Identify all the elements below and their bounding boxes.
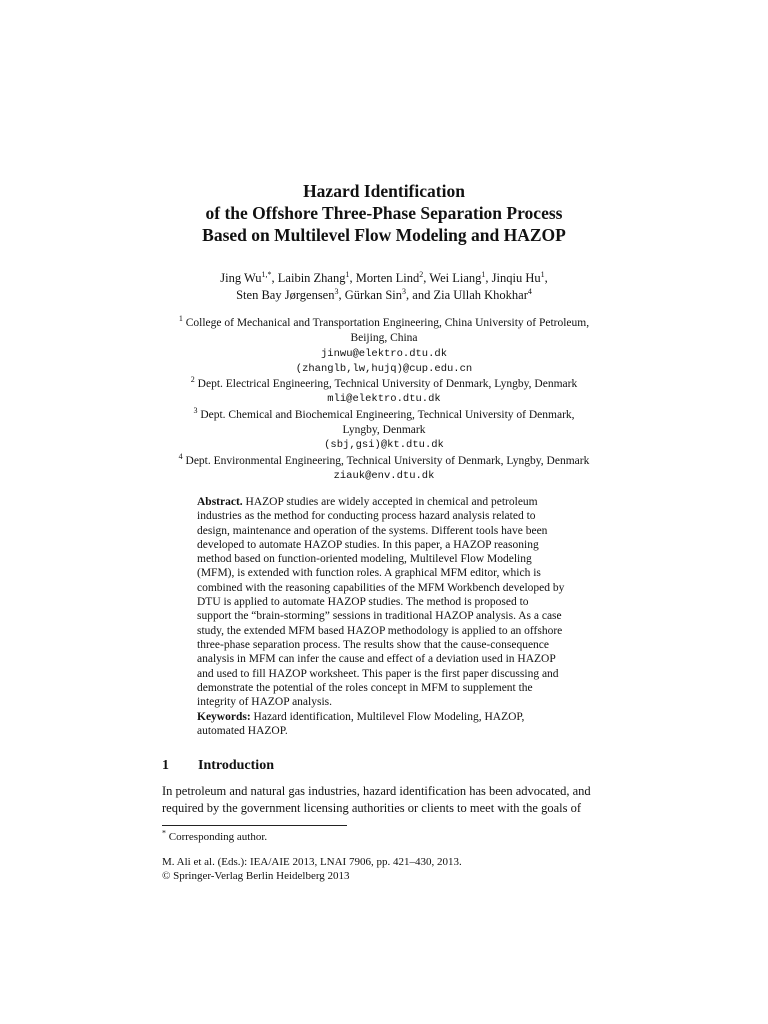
abstract-line: developed to automate HAZOP studies. In this paper, a HAZOP reasoning [197,538,539,551]
affiliation-3-line-2: Lyngby, Denmark [342,424,426,437]
keywords-text: Hazard identification, Multilevel Flow Modeling, HAZOP, [253,711,525,723]
email-link[interactable]: (sbj,gsi)@kt.dtu.dk [324,439,444,452]
author-name: , and Zia Ullah Khokhar [406,288,528,302]
title-line-3: Based on Multilevel Flow Modeling and HAZOP [202,225,566,245]
title-line-1: Hazard Identification [303,181,465,201]
abstract-line: analysis in MFM can infer the cause and effect of a deviation used in HAZOP [197,653,556,666]
copyright-line: © Springer-Verlag Berlin Heidelberg 2013 [162,870,350,882]
section-number: 1 [162,758,169,773]
abstract-label: Abstract. [197,496,243,508]
author-separator: , [544,271,548,285]
affiliation-sup: 1 [178,314,183,324]
author-list [0,270,768,304]
keywords-label: Keywords: [197,711,251,723]
abstract-line: and used to fill HAZOP worksheet. This paper is the first paper discussing and [197,667,559,680]
author-line-1 [0,270,768,287]
abstract-line: method based on function-oriented modeling, Multilevel Flow Modeling [197,553,532,566]
title-line-2: of the Offshore Three-Phase Separation Process [205,203,563,223]
email-link[interactable]: ziauk@env.dtu.dk [333,469,435,482]
affiliation-sup: 4 [178,451,183,461]
author-name: , Morten Lind [349,271,420,285]
author-name: , Jinqiu Hu [485,271,541,285]
abstract-line: integrity of HAZOP analysis. [197,696,333,709]
affiliation-sup: 2 [190,375,195,385]
author-affiliation-sup: 1 [481,269,486,279]
affiliation-text: Dept. Environmental Engineering, Technical University of Denmark, Lyngby, Denmark [185,454,590,467]
abstract-line: three-phase separation process. The results show that the cause-consequence [197,638,550,651]
footnote [162,830,267,844]
body-line: required by the government licensing authorities or clients to meet with the goals of [162,801,581,815]
affiliation-4 [0,451,768,469]
abstract-line: (MFM), is extended with function roles. A graphical MFM editor, which is [197,567,541,580]
author-name: Jing Wu [220,271,262,285]
citation-line: M. Ali et al. (Eds.): IEA/AIE 2013, LNAI 7906, pp. 421–430, 2013. [162,856,462,868]
author-affiliation-sup: 1 [345,269,350,279]
author-affiliation-sup: 1 [540,269,545,279]
affiliation-3-line-1 [0,405,768,423]
abstract [197,495,572,709]
affiliation-1-line-2: Beijing, China [350,332,418,345]
keywords-line-1 [197,710,572,724]
author-affiliation-sup: 3 [402,286,407,296]
affiliation-text: Dept. Chemical and Biochemical Engineering, Technical University of Denmark, [200,408,575,421]
body-line: In petroleum and natural gas industries, hazard identification has been advocated, and [162,784,591,798]
publication-info [162,855,462,883]
author-line-2 [0,287,768,304]
keywords [197,710,572,739]
abstract-line: design, maintenance and operation of the systems. Different tools have been [197,524,548,537]
affiliation-1-line-1 [0,316,768,331]
abstract-line: combined with the reasoning capabilities of the MFM Workbench developed by [197,581,565,594]
author-name: Sten Bay Jørgensen [236,288,335,302]
abstract-line: support the “brain-storming” sessions in traditional HAZOP analysis. As a case [197,610,562,623]
section-heading [162,757,274,775]
email-link[interactable]: jinwu@elektro.dtu.dk [320,347,448,360]
section-title: Introduction [198,758,274,773]
affiliation-sup: 3 [193,405,198,415]
affiliations [0,316,768,484]
abstract-line: demonstrate the potential of the roles concept in MFM to supplement the [197,681,533,694]
author-affiliation-sup: 3 [334,286,339,296]
footnote-divider [162,825,347,826]
abstract-line [197,495,572,509]
introduction-text [162,783,607,817]
email-link[interactable]: (zhanglb,lw,hujq)@cup.edu.cn [295,362,473,375]
author-affiliation-sup: 4 [527,286,532,296]
email-link[interactable]: mli@elektro.dtu.dk [327,393,441,406]
author-affiliation-sup: 2 [419,269,424,279]
abstract-text: HAZOP studies are widely accepted in chemical and petroleum [245,496,538,508]
author-affiliation-sup: 1,* [261,269,272,279]
affiliation-2 [0,377,768,392]
abstract-line: industries as the method for conducting process hazard analysis related to [197,510,536,523]
footnote-text: Corresponding author. [168,831,268,843]
abstract-line: DTU is applied to automate HAZOP studies. The method is proposed to [197,596,529,609]
author-name: , Gürkan Sin [338,288,403,302]
affiliation-text: College of Mechanical and Transportation Engineering, China University of Petroleum, [185,317,590,329]
affiliation-text: Dept. Electrical Engineering, Technical University of Denmark, Lyngby, Denmark [197,378,578,391]
abstract-line: study, the extended MFM based HAZOP methodology is applied to an offshore [197,624,563,637]
footnote-mark: * [162,828,166,838]
author-name: , Laibin Zhang [271,271,346,285]
author-name: , Wei Liang [423,271,482,285]
paper-title [0,180,768,246]
keywords-line-2: automated HAZOP. [197,725,288,738]
